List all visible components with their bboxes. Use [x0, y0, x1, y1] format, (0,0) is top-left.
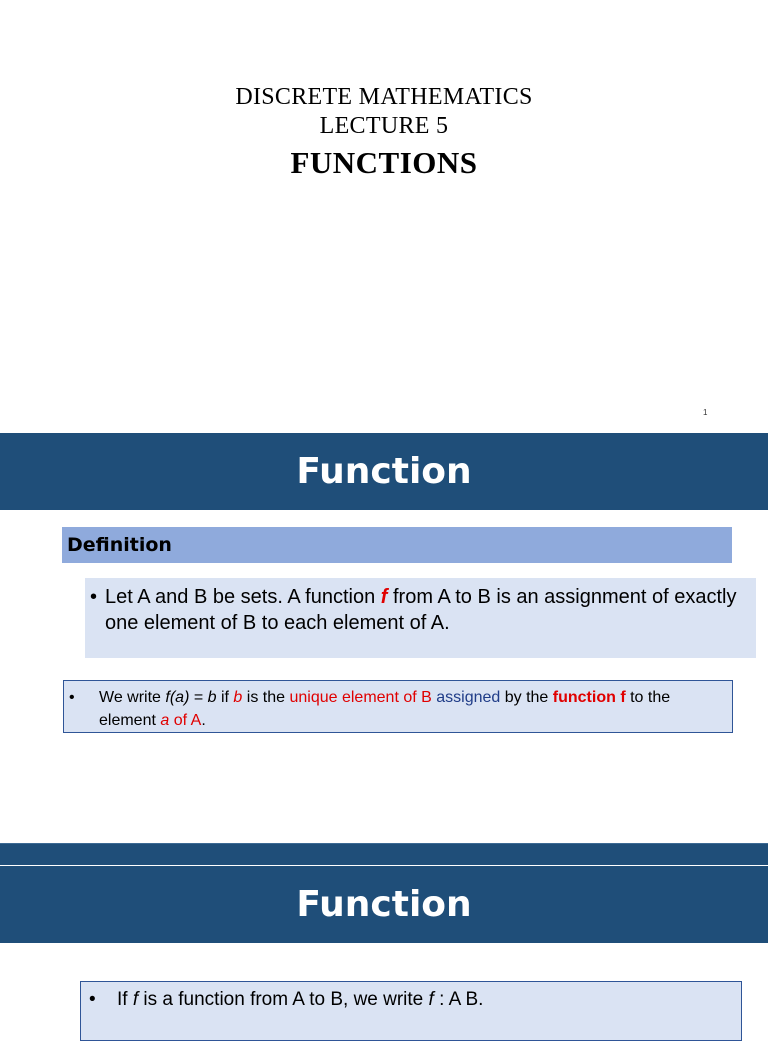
definition-label: Definition [67, 534, 172, 556]
notation-text [69, 686, 729, 732]
slide-header-function: Function [0, 866, 768, 943]
function-notation-text [89, 987, 483, 1013]
if-f: f [428, 989, 434, 1010]
if-f: f [132, 989, 139, 1010]
if-part: is a function from A to B, we write [138, 989, 429, 1010]
notation-unique-element: unique element of B [289, 689, 432, 706]
slide-divider-band [0, 843, 768, 865]
notation-part: if [216, 689, 234, 706]
definition-label-box [62, 527, 732, 563]
title-slide [0, 0, 768, 432]
notation-assigned: assigned [431, 689, 501, 706]
notation-function-f: function f [552, 689, 626, 706]
notation-part: We write [99, 689, 166, 706]
notation-part: . [201, 712, 206, 729]
course-title: DISCRETE MATHEMATICS [235, 84, 533, 110]
notation-of-a: of A [169, 712, 202, 729]
function-symbol: f [380, 586, 388, 608]
bullet-marker: • [90, 586, 98, 608]
if-part: If [117, 989, 133, 1010]
notation-a: a [160, 712, 170, 729]
function-notation-box [80, 981, 742, 1041]
slide-header-function: Function [0, 433, 768, 510]
notation-part: is the [242, 689, 290, 706]
notation-part: to the element [99, 689, 671, 729]
notation-box [63, 680, 733, 733]
definition-text-part: Let A and B be sets. A function [105, 586, 381, 608]
notation-part: = [189, 689, 208, 706]
lecture-title: FUNCTIONS [290, 145, 478, 180]
page-number: 1 [703, 408, 708, 417]
definition-text-part: from A to B is an assignment of exactly one element of B to each element of A. [105, 586, 737, 634]
notation-b: b [207, 689, 217, 706]
definition-body-box [85, 578, 756, 658]
if-part: : A B. [433, 989, 484, 1010]
lecture-number: LECTURE 5 [319, 113, 449, 139]
definition-text [90, 584, 740, 636]
bullet-marker: • [69, 689, 75, 706]
notation-b-red: b [233, 689, 243, 706]
notation-fa: f(a) [165, 689, 190, 706]
bullet-marker: • [89, 989, 96, 1010]
notation-part: by the [500, 689, 553, 706]
